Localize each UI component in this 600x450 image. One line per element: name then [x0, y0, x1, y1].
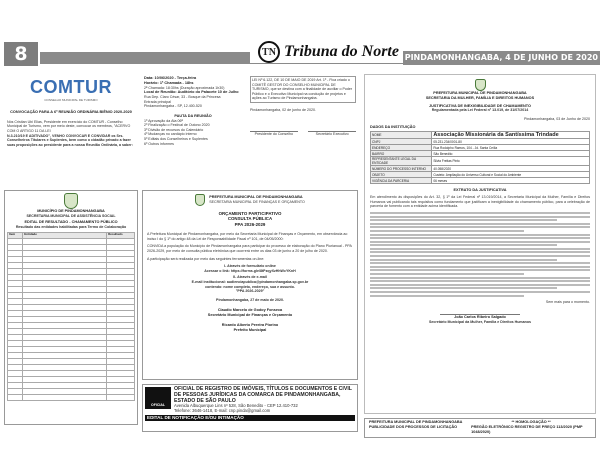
table-cell: NÚMERO DO PROCESSO INTERNO: [371, 166, 432, 172]
orc-link2b: contendo: nome completo, endereço, sua e assunto.: [205, 284, 295, 289]
body-text-lines: [370, 212, 590, 297]
table-cell: OBJETO: [371, 172, 432, 178]
table-header: Entidade: [23, 232, 107, 238]
orc-secretaria: SECRETARIA MUNICIPAL DE FINANÇAS E ORÇAMENTO: [209, 200, 305, 205]
orc-link1[interactable]: Acessar o link: https://forms.gle/8tPzqyXzHhWcYKnH: [204, 268, 296, 273]
comtur-text-lead: Nós Cristian Ubi Elias, Presidente em exercício do COMTUR - Conselho Municipal de Turismo, vem por meio deste, convocar os membros, "ACERVO COM O ARTIGO 11 DA LEI: [7, 119, 131, 133]
table-cell: [23, 394, 107, 400]
meeting-time: Horário: 1ª Chamada - 18hs: [144, 80, 194, 85]
extract-title: EXTRATO DA JUSTIFICATIVA: [453, 188, 507, 193]
tn-logo-icon: TN: [258, 41, 280, 63]
municipio-title: MUNICÍPIO DE PINDAMONHANGABA: [37, 209, 105, 213]
table-row: [8, 394, 135, 400]
orc-paragraph: CONVIDA a população do Município de Pindamonhangaba para participar do processo de elaboração do Plano Plurianual - PPA 2026-2029, por meio de consulta pública eletrônica que ocorrerá entre os dias 03 de junho a 20 de julho de 2020.: [147, 244, 352, 253]
orcamento-notice: [142, 190, 358, 380]
brasao-icon: [195, 194, 205, 206]
table-cell: BAIRRO: [371, 151, 432, 157]
comtur-text-tail: N.3.210/19 E ADITIVADO", VENHO CONVOCAR E CONVIDAR os Srs. Conselheiros Titulares e Suplentes, bem como o cidadão privado a fazer suas proposições ao presidente para a nossa Reunião Ordinária, a saber:: [7, 133, 133, 147]
table-cell: CNPJ: [371, 139, 432, 145]
table-cell: [8, 394, 23, 400]
just-title: JUSTIFICATIVA DE INEXIGIBILIDADE DE CHAMAMENTO: [429, 103, 531, 108]
orc-prefeitura: PREFEITURA MUNICIPAL DE PINDAMONHANGABA: [209, 195, 303, 200]
orc-link2[interactable]: E-mail institucional: audienciapublica@pindamonhangaba.sp.gov.br: [191, 279, 309, 284]
just-prefeitura: PREFEITURA MUNICIPAL DE PINDAMONHANGABA: [433, 91, 527, 95]
municipio-subtitle: SECRETARIA MUNICIPAL DE ASSISTÊNCIA SOCIAL: [26, 213, 116, 218]
comtur-logo: COMTUR: [30, 77, 112, 97]
table-cell: São Benedito: [432, 151, 590, 157]
cartorio-logo: OFICIAL: [145, 387, 171, 409]
table-cell: 06 meses: [432, 178, 590, 184]
table-row: [371, 132, 590, 139]
lei-signer: Secretário Executivo: [315, 131, 349, 136]
homologacao-title: ** HOMOLOGAÇÃO **: [511, 420, 551, 424]
just-body: Em atendimento às disposições do Art. 32, § 1º da Lei Federal nº 13.019/2014, a Secretaria Municipal da Mulher, Família e Direitos Humanos vai publicando tais requisitos como fundamento que justificam a inexigibilidade do chamamento público, para a celebração de parceria de fomento com a entidade acima identificada.: [370, 195, 590, 209]
orc-title: ORÇAMENTO PARTICIPATIVO: [218, 211, 282, 216]
table-header: Resultado: [107, 232, 135, 238]
pauta-item: 5º Editais dos Conselheiros e Suplentes: [144, 136, 208, 141]
municipio-heading: EDITAL DE RESULTADO - CHAMAMENTO PÚBLICO: [24, 220, 118, 225]
orc-link2-label: II- Através de e-mail: [233, 275, 267, 280]
table-cell: Silvia Freitas Pinto: [432, 157, 590, 166]
licitacao-bar: [364, 418, 596, 438]
comtur-logo-sub: CONSELHO MUNICIPAL DE TURISMO: [44, 98, 98, 102]
meeting-date: Data: 10/06/2020 - Terça-feira: [144, 76, 197, 80]
orc-signer-role: Prefeito Municipal: [233, 327, 267, 332]
lei-signer: Presidente do Conselho: [254, 131, 294, 136]
pauta-title: PAUTA DA REUNIÃO: [174, 113, 212, 118]
table-cell: [107, 394, 135, 400]
cartorio-title: OFICIAL DE REGISTRO DE IMÓVEIS, TÍTULOS E DOCUMENTOS E CIVIL DE PESSOAS JURÍDICAS DA COMARCA DE PINDAMONHANGABA, ESTADO DE SÃO PAULO: [174, 386, 352, 404]
orc-ppa: PPA 2026-2029: [234, 221, 266, 227]
pauta-item: 2º Finalização o Festival de Outono 2020: [144, 123, 210, 128]
municipio-table: [7, 232, 135, 401]
cartorio-address: Avenida Albuquerque Lins nº 528, São Benedito - CEP 12.410-732: [174, 403, 298, 409]
pauta-item: 3º Divisão de recursos do Calendário: [144, 127, 204, 132]
header-date: PINDAMONHANGABA, 4 DE JUNHO DE 2020: [403, 51, 600, 65]
table-cell: Rua Rodolpho Ramos, 104 - Jd. Santa Ceília: [432, 145, 590, 151]
table-header: Item: [8, 232, 23, 238]
cartorio-footer: EDITAL DE NOTIFICAÇÃO E/OU INTIMAÇÃO: [145, 415, 355, 421]
meeting-entrance: Entrada principal: [144, 99, 171, 104]
just-date: Pindamonhangaba, 03 de Junho de 2020: [524, 116, 590, 121]
lei-notice: [248, 74, 358, 186]
licitacao-title: PREFEITURA MUNICIPAL DE PINDAMONHANGABA: [369, 420, 463, 424]
comtur-title: CONVOCAÇÃO PARA A 6ª REUNIÃO ORDINÁRIA BIÊNIO 2020-2020: [10, 110, 132, 114]
table-cell: ENDEREÇO: [371, 145, 432, 151]
brasao-icon: [475, 79, 486, 91]
table-cell: NOME: [371, 132, 432, 139]
meeting-location: Local de Reunião: Auditório do Palacete 10 de Julho: [144, 90, 239, 95]
pauta-item: 6º Outros informes: [144, 141, 174, 146]
table-cell: Custeio: Ampliação do Universo Cultural e Social do Ambiente: [432, 172, 590, 178]
municipio-subheading: Resultado das entidades habilitadas para Termo de Colaboração: [15, 225, 127, 230]
cartorio-phone: Telefone: 3646-1418, E-mail: cnp.pinda@gmail.com: [174, 407, 271, 413]
table-cell: REPRESENTANTE LEGAL DA ENTIDADE: [371, 157, 432, 166]
lei-date: Pindamonhangaba, 02 de junho de 2020.: [250, 107, 316, 112]
newspaper-title: Tribuna do Norte: [284, 43, 399, 60]
table-row: [371, 157, 590, 166]
orc-signer-role: Secretário Municipal de Finanças e Orçamento: [207, 313, 293, 318]
orc-paragraph: A Prefeitura Municipal de Pindamonhangaba, por meio da Secretaria Municipal de Finanças e Orçamento, em observância ao inciso I do § 1º do artigo 48 da Lei de Responsabilidade Fiscal nº 101, de 04/05/2000:: [147, 232, 348, 241]
licitacao-sub: PUBLICIDADE DOS PROCESSOS DE LICITAÇÃO: [369, 424, 458, 429]
org-name: Associação Missionária da Santíssima Trindade: [432, 132, 590, 139]
just-subtitle: Regulamentada pela Lei Federal nº 13.019, de 31/07/2014: [431, 108, 529, 113]
page-number: 8: [4, 42, 38, 66]
table-cell: VIGÊNCIA DA PARCERIA: [371, 178, 432, 184]
orc-signer: Claudio Marcelo de Godoy Fonseca: [217, 308, 283, 313]
orc-paragraph: A participação será realizada por meio das seguintes ferramentas on-line:: [147, 256, 265, 261]
masthead: [250, 41, 407, 63]
table-cell: 40.058/2020: [432, 166, 590, 172]
table-cell: 05.231.234/0001-80: [432, 139, 590, 145]
pauta-item: 1º Aprovação da Ata 06ª: [144, 118, 183, 123]
orc-link2c: "PPA 2026-2029": [235, 289, 265, 294]
municipio-notice: [4, 190, 138, 425]
lei-text: LEI Nº 6.122, DE 10 DE MAIO DE 2019 Art. 1º - Fica criado o COMITÊ GESTOR DO CONSELHO MUNICIPAL DE TURISMO, que se destina com a finalidade de auxiliar o Poder Público e o Executivo Municipal na condução de projetos e ações ao Turismo de Pindamonhangaba.: [250, 76, 356, 103]
homologacao-sub: PREGÃO ELETRÔNICO REGISTRO DE PREÇO 113/2020 (PMP 1048/2020): [471, 424, 583, 434]
brasao-icon: [64, 193, 78, 209]
meeting-details: [142, 74, 244, 186]
pauta-item: 4º Mudanças no cardápio interno: [144, 132, 197, 137]
orc-subtitle: CONSULTA PÚBLICA: [227, 216, 273, 222]
just-table: [370, 131, 590, 184]
just-signer-role: Secretário Municipal da Mulher, Família e Direitos Humanos: [428, 320, 532, 324]
cartorio-notice: [142, 384, 358, 432]
just-secretaria: SECRETARIA DA MULHER, FAMÍLIA E DIREITOS HUMANOS: [425, 95, 535, 100]
meeting-cep: Pindamonhangaba - SP, 12.400-520: [144, 104, 202, 109]
meeting-address: Rua Dep. Claro César, 33 - Bosque da Princesa: [144, 94, 221, 99]
table-row: [371, 178, 590, 184]
page-header: [0, 38, 600, 68]
just-signer: João Carlos Ribeiro Salgado: [454, 315, 506, 320]
orc-link1-label: I- Através de formulário online: [224, 264, 276, 269]
comtur-notice: [4, 74, 138, 186]
just-section: DADOS DA INSTITUIÇÃO: [370, 124, 416, 129]
meeting-second-call: 2ª Chamada: 18:30hs (Duração aproximada 1h30): [144, 85, 225, 90]
justificativa-notice: [364, 74, 596, 414]
just-closing: Sem mais para o momento.: [545, 299, 590, 304]
orc-date: Pindamonhangaba, 27 de maio de 2020.: [216, 297, 284, 302]
orc-signer: Ricardo Alberto Pereira Piorino: [221, 322, 279, 327]
